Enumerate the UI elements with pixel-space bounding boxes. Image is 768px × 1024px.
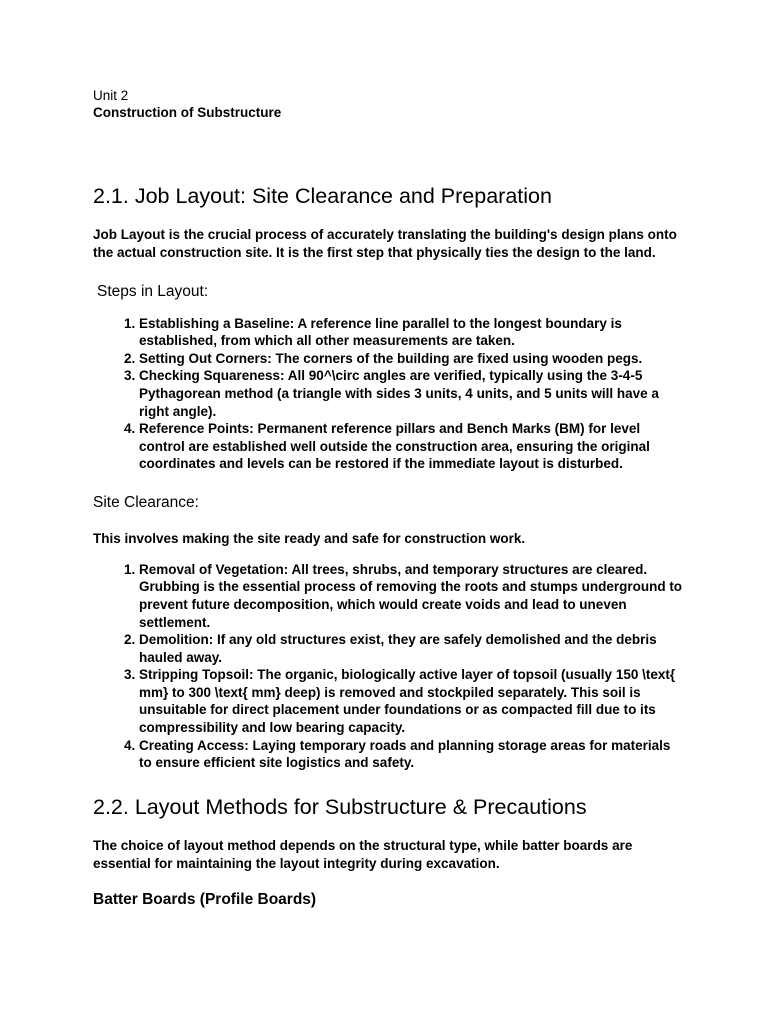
list-item: 2. Demolition: If any old structures exist, they are safely demolished and the debris hauled away. [139, 631, 685, 666]
unit-title: Construction of Substructure [93, 105, 282, 120]
list-item: 1. Establishing a Baseline: A reference line parallel to the longest boundary is established, from which all other measurements are taken. [139, 315, 685, 350]
layout-steps-list [93, 315, 685, 473]
section-heading-2-2: 2.2. Layout Methods for Substructure & Precautions [93, 794, 587, 819]
site-clearance-intro: This involves making the site ready and safe for construction work. [93, 530, 526, 546]
list-item: 1. Removal of Vegetation: All trees, shrubs, and temporary structures are cleared. Grubbing is the essential process of removing the roots and stumps underground to prevent future decomposition, which would create voids and lead to uneven settlement. [139, 561, 685, 631]
site-clearance-list [93, 561, 685, 772]
layout-methods-intro: The choice of layout method depends on the structural type, while batter boards are essential for maintaining the layout integrity during excavation. [93, 837, 633, 871]
unit-label: Unit 2 [93, 88, 129, 103]
batter-boards-heading: Batter Boards (Profile Boards) [93, 891, 317, 909]
site-clearance-heading: Site Clearance: [93, 493, 199, 511]
section-heading-2-1: 2.1. Job Layout: Site Clearance and Preparation [93, 184, 552, 208]
steps-in-layout-heading: Steps in Layout: [97, 282, 209, 300]
list-item: 4. Reference Points: Permanent reference pillars and Bench Marks (BM) for level control are established well outside the construction area, ensuring the original coordinates and levels can be restored if the immediate layout is disturbed. [139, 420, 685, 473]
list-item: 4. Creating Access: Laying temporary roads and planning storage areas for materials to ensure efficient site logistics and safety. [139, 737, 685, 772]
list-item: 3. Stripping Topsoil: The organic, biologically active layer of topsoil (usually 150 \text{ mm} to 300 \text{ mm} deep) is removed and stockpiled separately. This soil is unsuitable for direct placement under foundations or as compacted fill due to its compressibility and low bearing capacity. [139, 666, 685, 736]
job-layout-intro: Job Layout is the crucial process of accurately translating the building's design plans onto the actual construction site. It is the first step that physically ties the design to the land. [93, 227, 677, 260]
document-page [93, 87, 685, 910]
list-item: 2. Setting Out Corners: The corners of the building are fixed using wooden pegs. [139, 350, 685, 368]
list-item: 3. Checking Squareness: All 90^\circ angles are verified, typically using the 3-4-5 Pythagorean method (a triangle with sides 3 units, 4 units, and 5 units will have a right angle). [139, 367, 685, 420]
